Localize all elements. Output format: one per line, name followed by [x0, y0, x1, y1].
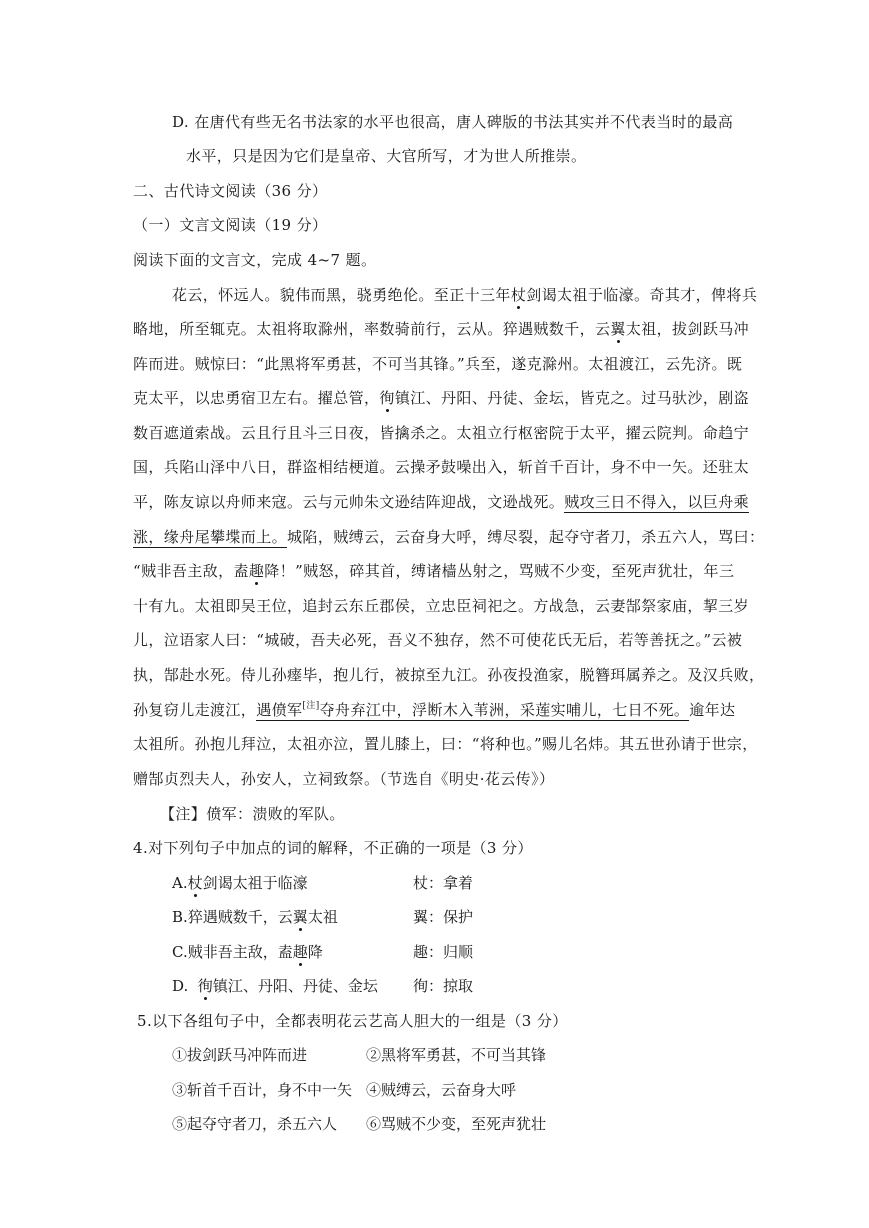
underlined-sentence — [256, 701, 689, 721]
option-text: B.猝遇贼数千，云 — [172, 908, 293, 926]
passage-line: 数百遮道索战。云且行且斗三日夜，皆擒杀之。太祖立行枢密院于太平，擢云院判。命趋宁 — [133, 424, 750, 442]
q4-option-c — [172, 942, 323, 962]
passage-line: 十有九。太祖即吴王位，追封云东丘郡侯，立忠臣祠祀之。方战急，云妻郜祭家庙，挈三岁 — [133, 597, 750, 615]
q5-item: ⑤起夺守者刀，杀五六人 — [172, 1115, 338, 1133]
passage-line: 阵而进。贼惊曰：“此黑将军勇甚，不可当其锋。”兵至，遂克滁州。太祖渡江，云先济。既 — [133, 355, 743, 373]
passage-text: 逾年达 — [689, 701, 736, 719]
subsection-title: （一）文言文阅读（19 分） — [133, 216, 328, 234]
passage-line — [133, 319, 749, 339]
underlined-text: 夺舟弃江中，浮断木入苇洲，采莲实哺儿，七日不死。 — [319, 701, 690, 719]
option-text: 剑谒太祖于临濠 — [202, 874, 308, 892]
passage-line: 国，兵陷山泽中八日，群盗相结梗道。云操矛鼓噪出入，斩首千百计，身不中一矢。还驻太 — [133, 458, 750, 476]
q5-item: ②黑将军勇甚，不可当其锋 — [366, 1046, 547, 1064]
q4-option-a — [172, 873, 308, 893]
footnote-marker: [注] — [302, 701, 320, 711]
q5-item: ⑥骂贼不少变，至死声犹壮 — [366, 1115, 547, 1133]
passage-text: “贼非吾主敌，盍 — [133, 562, 249, 580]
passage-text: 花云，怀远人。貌伟而黑，骁勇绝伦。至正十三年 — [172, 286, 511, 304]
passage-text: 略地，所至辄克。太祖将取滁州，率数骑前行，云从。猝遇贼数千，云 — [133, 320, 611, 338]
passage-text: 太祖，拔剑跃马冲 — [625, 320, 750, 338]
q4-gloss-d: 徇：掠取 — [413, 977, 474, 995]
option-d-line2: 水平，只是因为它们是皇帝、大官所写，才为世人所推崇。 — [186, 147, 587, 165]
passage-text: 镇江、丹阳、丹徒、金坛，皆克之。过马驮沙，剧盗 — [394, 389, 750, 407]
option-text: 镇江、丹阳、丹徒、金坛 — [212, 977, 378, 995]
dotted-word: 徇 — [197, 977, 213, 995]
q4-gloss-a: 杖：拿着 — [413, 874, 474, 892]
q5-item: ①拔剑跃马冲阵而进 — [172, 1046, 308, 1064]
option-text: C.贼非吾主敌，盍 — [172, 943, 293, 961]
q4-gloss-c: 趣：归顺 — [413, 943, 474, 961]
passage-line: 儿，泣语家人曰：“城破，吾夫必死，吾义不独存，然不可使花氏无后，若等善抚之。”云被 — [133, 631, 743, 649]
q5-item: ④贼缚云，云奋身大呼 — [366, 1081, 517, 1099]
dotted-word: 翼 — [292, 908, 308, 926]
footnote: 【注】偾军：溃败的军队。 — [160, 805, 345, 823]
dotted-word: 趣 — [248, 562, 265, 580]
passage-line: 赠郜贞烈夫人，孙安人，立祠致祭。（节选自《明史·花云传》） — [133, 770, 555, 788]
passage-line — [133, 561, 734, 581]
option-text: A. — [172, 874, 188, 892]
passage-line — [133, 700, 735, 720]
passage-text: 降！”贼怒，碎其首，缚诸樯丛射之，骂贼不少变，至死声犹壮，年三 — [264, 562, 735, 580]
q5-item: ③斩首千百计，身不中一矢 — [172, 1081, 353, 1099]
underlined-sentence: 贼攻三日不得入，以巨舟乘 — [564, 493, 750, 511]
passage-text: 克太平，以忠勇宿卫左右。擢总管， — [133, 389, 380, 407]
dotted-word: 徇 — [379, 389, 395, 407]
q4-option-b — [172, 907, 338, 927]
passage-line — [133, 527, 764, 547]
dotted-word: 杖 — [510, 286, 527, 304]
underlined-text: 遇偾军 — [256, 701, 303, 719]
option-text: 太祖 — [307, 908, 338, 926]
passage-text: 孙复窃儿走渡江， — [133, 701, 257, 719]
section-title: 二、古代诗文阅读（36 分） — [133, 182, 328, 200]
question-5-stem: 5.以下各组句子中，全都表明花云艺高人胆大的一组是（3 分） — [137, 1012, 568, 1030]
passage-line — [172, 285, 757, 305]
q4-option-d — [172, 976, 378, 996]
instruction-text: 阅读下面的文言文，完成 4~7 题。 — [133, 251, 377, 269]
passage-line: 太祖所。孙抱儿拜泣，太祖亦泣，置儿膝上，曰：“将种也。”赐儿名炜。其五世孙请于世宗， — [133, 735, 758, 753]
passage-text: 剑谒太祖于临濠。奇其才，俾将兵 — [526, 286, 758, 304]
q4-gloss-b: 翼：保护 — [413, 908, 474, 926]
underlined-sentence: 涨，缘舟尾攀堞而上。 — [133, 528, 288, 546]
dotted-word: 杖 — [187, 874, 203, 892]
passage-text: 平，陈友谅以舟师来寇。云与元帅朱文逊结阵迎战，文逊战死。 — [133, 493, 565, 511]
question-4-stem: 4.对下列句子中加点的词的解释，不正确的一项是（3 分） — [133, 839, 533, 857]
dotted-word: 翼 — [610, 320, 626, 338]
dotted-word: 趣 — [292, 943, 308, 961]
option-d-line1: D. 在唐代有些无名书法家的水平也很高，唐人碑版的书法其实并不代表当时的最高 — [172, 113, 734, 131]
passage-text: 城陷，贼缚云，云奋身大呼，缚尽裂，起夺守者刀，杀五六人，骂曰： — [287, 528, 765, 546]
passage-line: 执，郜赴水死。侍儿孙瘗毕，抱儿行，被掠至九江。孙夜投渔家，脱簪珥属养之。及汉兵败， — [133, 666, 765, 684]
passage-line — [133, 388, 749, 408]
passage-line — [133, 492, 749, 512]
option-text: D. — [172, 977, 198, 995]
option-text: 降 — [307, 943, 323, 961]
